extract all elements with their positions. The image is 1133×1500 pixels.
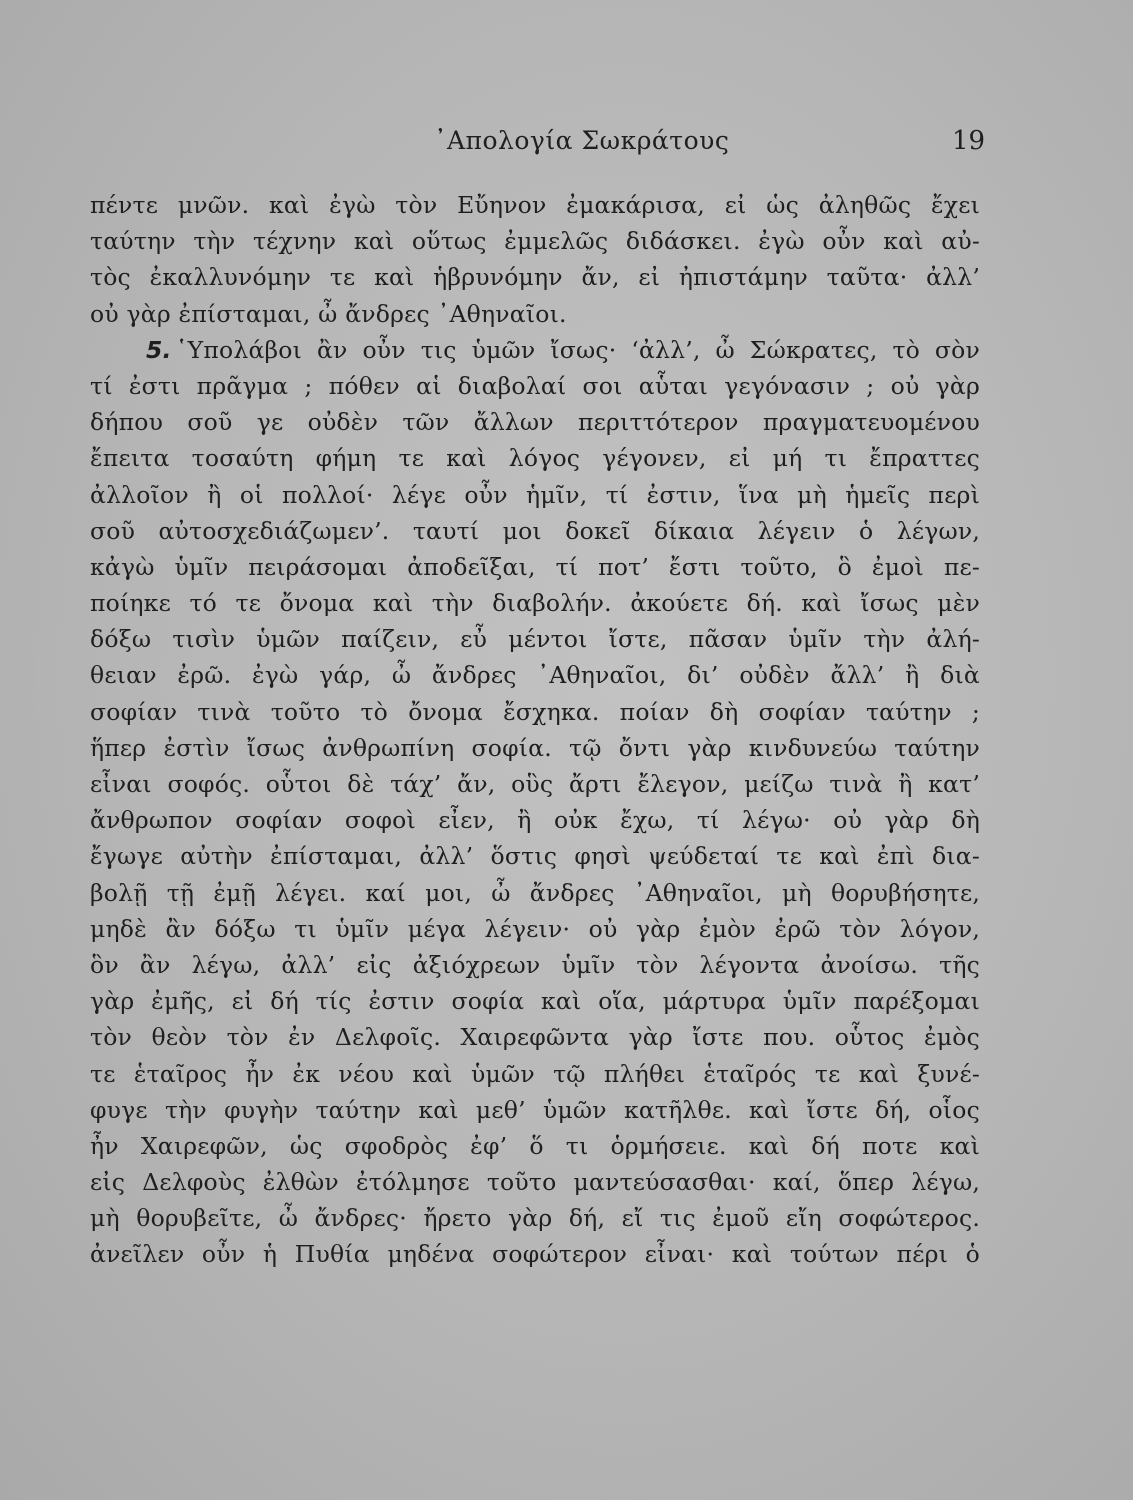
text-line: ἀλλοῖον ἢ οἱ πολλοί· λέγε οὖν ἡμῖν, τί ἐστιν, ἵνα μὴ ἡμεῖς περὶ (90, 480, 980, 509)
text-body (90, 187, 980, 1273)
text-line: ταύτην τὴν τέχνην καὶ οὕτως ἐμμελῶς διδάσκει. ἐγὼ οὖν καὶ αὐ- (90, 227, 980, 256)
text-line: τὸς ἐκαλλυνόμην τε καὶ ἡβρυνόμην ἄν, εἰ ἠπιστάμην ταῦτα· ἀλλ’ (90, 263, 980, 292)
text-line: οὐ γὰρ ἐπίσταμαι, ὦ ἄνδρες ᾿Αθηναῖοι. (90, 299, 567, 328)
text-line: ὃν ἂν λέγω, ἀλλ’ εἰς ἀξιόχρεων ὑμῖν τὸν λέγοντα ἀνοίσω. τῆς (90, 950, 980, 979)
running-title: ᾿Απολογία Σωκράτους (434, 126, 730, 155)
text-line: τε ἑταῖρος ἦν ἐκ νέου καὶ ὑμῶν τῷ πλήθει ἑταῖρός τε καὶ ξυνέ- (90, 1059, 980, 1088)
text-line: σοφίαν τινὰ τοῦτο τὸ ὄνομα ἔσχηκα. ποίαν δὴ σοφίαν ταύτην ; (90, 697, 980, 726)
running-header (0, 126, 1133, 166)
text-line: ἔγωγε αὐτὴν ἐπίσταμαι, ἀλλ’ ὅστις φησὶ ψεύδεταί τε καὶ ἐπὶ δια- (90, 842, 980, 871)
text-line: φυγε τὴν φυγὴν ταύτην καὶ μεθ’ ὑμῶν κατῆλθε. καὶ ἴστε δή, οἷος (90, 1095, 980, 1124)
page-number: 19 (952, 126, 986, 156)
text-line: ἀνεῖλεν οὖν ἡ Πυθία μηδένα σοφώτερον εἶναι· καὶ τούτων πέρι ὁ (90, 1240, 980, 1269)
text-line: μὴ θορυβεῖτε, ὦ ἄνδρες· ἤρετο γὰρ δή, εἴ τις ἐμοῦ εἴη σοφώτερος. (90, 1204, 980, 1233)
text-line: ποίηκε τό τε ὄνομα καὶ τὴν διαβολήν. ἀκούετε δή. καὶ ἴσως μὲν (90, 589, 980, 618)
text-line: θειαν ἐρῶ. ἐγὼ γάρ, ὦ ἄνδρες ᾿Αθηναῖοι, δι’ οὐδὲν ἄλλ’ ἢ διὰ (90, 661, 980, 690)
text-line: γὰρ ἐμῆς, εἰ δή τίς ἐστιν σοφία καὶ οἵα, μάρτυρα ὑμῖν παρέξομαι (90, 987, 980, 1016)
text-line: εἶναι σοφός. οὗτοι δὲ τάχ’ ἄν, οὓς ἄρτι ἔλεγον, μείζω τινὰ ἢ κατ’ (90, 770, 980, 798)
text-line: πέντε μνῶν. καὶ ἐγὼ τὸν Εὔηνον ἐμακάρισα, εἰ ὡς ἀληθῶς ἔχει (90, 191, 980, 219)
text-line: δήπου σοῦ γε οὐδὲν τῶν ἄλλων περιττότερον πραγματευομένου (90, 408, 980, 437)
text-line: εἰς Δελφοὺς ἐλθὼν ἐτόλμησε τοῦτο μαντεύσασθαι· καί, ὅπερ λέγω, (90, 1168, 980, 1197)
text-line: ἥπερ ἐστὶν ἴσως ἀνθρωπίνη σοφία. τῷ ὄντι γὰρ κινδυνεύω ταύτην (90, 733, 980, 762)
text-line: ἄνθρωπον σοφίαν σοφοὶ εἶεν, ἢ οὐκ ἔχω, τί λέγω· οὐ γὰρ δὴ (90, 806, 980, 835)
text-line: σοῦ αὐτοσχεδιάζωμεν’. ταυτί μοι δοκεῖ δίκαια λέγειν ὁ λέγων, (90, 516, 980, 545)
section-5-first-line-text: ῾Υπολάβοι ἂν οὖν τις ὑμῶν ἴσως· ‘ἀλλ’, ὦ Σώκρατες, τὸ σὸν (175, 335, 980, 364)
text-line: τί ἐστι πρᾶγμα ; πόθεν αἱ διαβολαί σοι αὗται γεγόνασιν ; οὐ γὰρ (90, 371, 980, 400)
section-number: 5. (146, 335, 172, 364)
section-5-first-line (90, 332, 980, 368)
text-line: ἦν Χαιρεφῶν, ὡς σφοδρὸς ἐφ’ ὅ τι ὁρμήσειε. καὶ δή ποτε καὶ (90, 1131, 980, 1160)
text-line: μηδὲ ἂν δόξω τι ὑμῖν μέγα λέγειν· οὐ γὰρ ἐμὸν ἐρῶ τὸν λόγον, (90, 914, 980, 943)
text-line: κἀγὼ ὑμῖν πειράσομαι ἀποδεῖξαι, τί ποτ’ ἔστι τοῦτο, ὃ ἐμοὶ πε- (90, 552, 980, 581)
text-line: τὸν θεὸν τὸν ἐν Δελφοῖς. Χαιρεφῶντα γὰρ ἴστε που. οὗτος ἐμὸς (90, 1023, 980, 1052)
text-line: βολῇ τῇ ἐμῇ λέγει. καί μοι, ὦ ἄνδρες ᾿Αθηναῖοι, μὴ θορυβήσητε, (90, 878, 980, 907)
text-line: δόξω τισὶν ὑμῶν παίζειν, εὖ μέντοι ἴστε, πᾶσαν ὑμῖν τὴν ἀλή- (90, 625, 980, 654)
text-line: ἔπειτα τοσαύτη φήμη τε καὶ λόγος γέγονεν, εἰ μή τι ἔπραττες (90, 444, 980, 473)
